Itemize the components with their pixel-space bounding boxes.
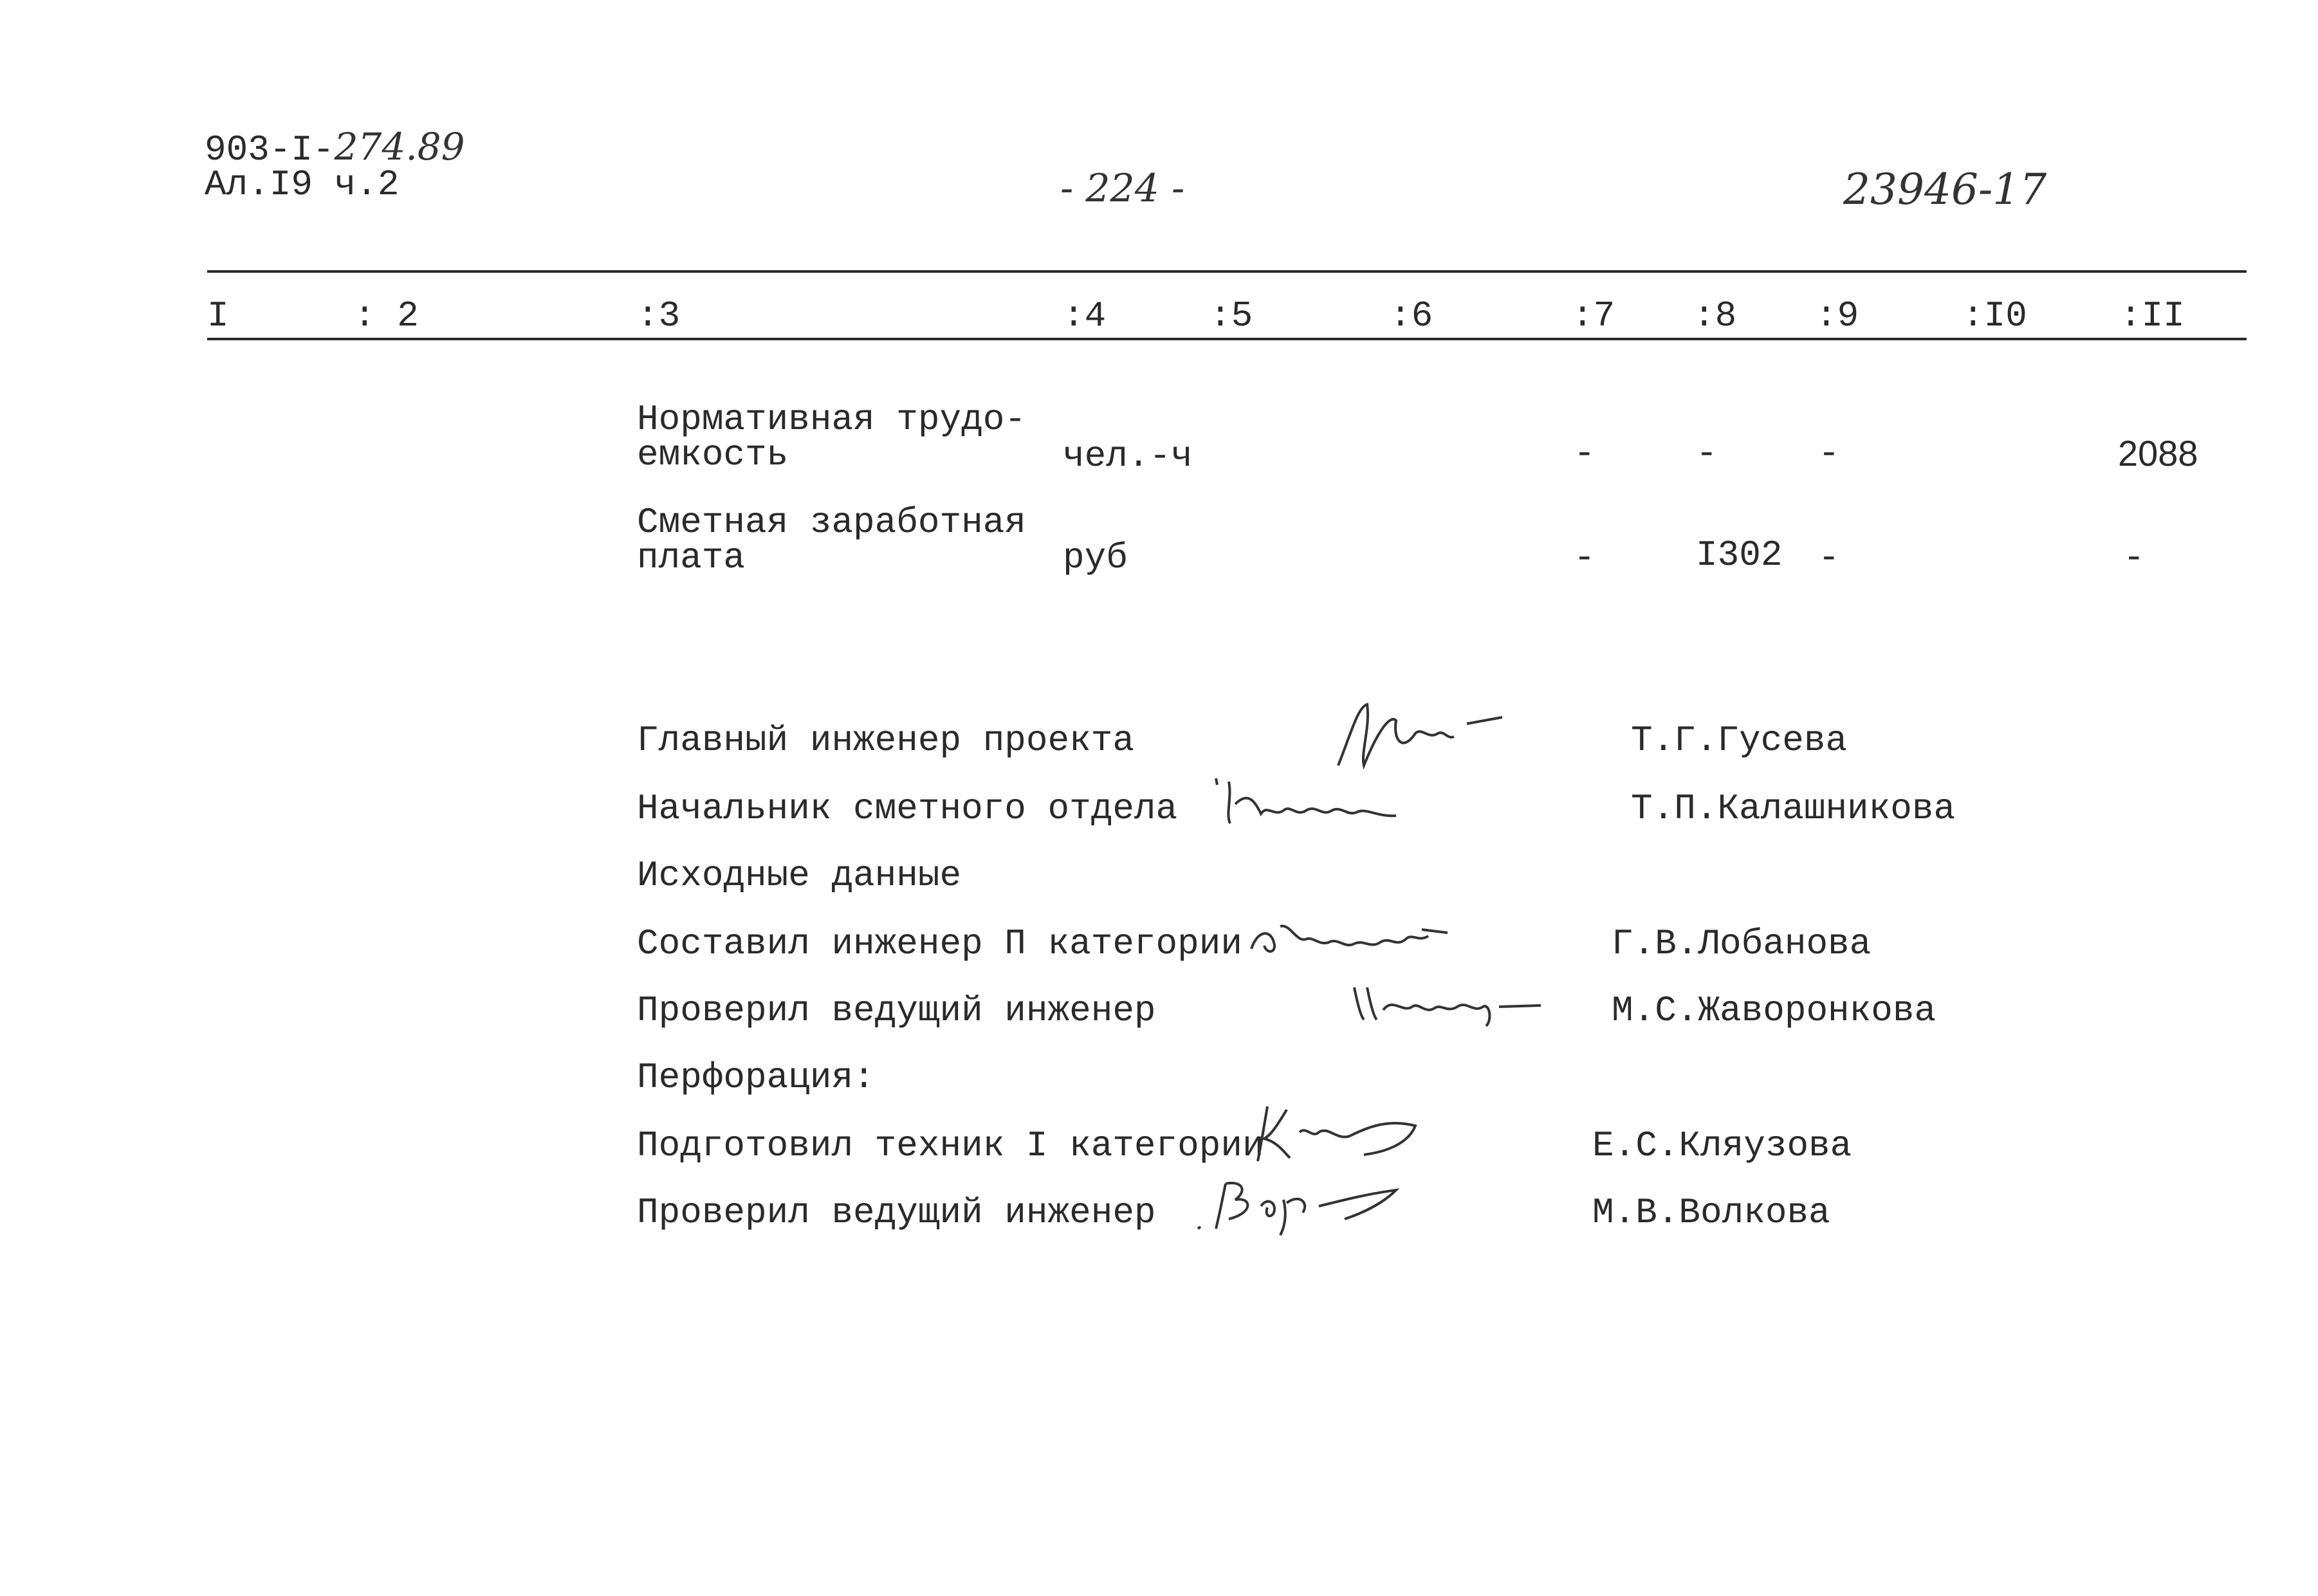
handwritten-signature [1248,1097,1441,1168]
signature-role: Подготовил техник I категории [637,1125,1264,1166]
signature-role: Проверил ведущий инженер [637,990,1156,1031]
row-col7: - [1574,537,1596,578]
row-name-line1: Нормативная трудо- [637,399,1026,440]
signature-name: Т.Г.Гусева [1631,720,1848,761]
row-col9: - [1818,433,1840,474]
row-name-line2: плата [637,537,746,578]
column-header-11: :II [2120,295,2185,336]
row-col11: 2088 [2118,433,2198,473]
document-code [205,127,465,169]
table-header-rule [207,338,2247,340]
handwritten-signature [1242,904,1473,968]
signature-name: Е.С.Кляузова [1592,1125,1852,1166]
column-header-5: :5 [1210,295,1253,336]
page-number: - 224 - [1060,166,1185,211]
row-col9: - [1818,537,1840,578]
column-header-6: :6 [1390,295,1433,336]
row-col8: I302 [1696,535,1783,576]
row-unit: чел.-ч [1063,436,1193,477]
handwritten-signature [1190,1168,1422,1238]
row-col8: - [1696,433,1718,474]
signature-role: Перфорация: [637,1057,875,1098]
signature-name: Т.П.Калашникова [1631,788,1956,829]
column-header-7: :7 [1572,295,1615,336]
column-header-9: :9 [1816,295,1859,336]
signature-role: Начальник сметного отдела [637,788,1178,829]
signature-name: М.С.Жаворонкова [1612,990,1936,1031]
signature-name: М.В.Волкова [1592,1192,1830,1233]
document-code-prefix: 903-I- [205,129,335,170]
signature-role: Исходные данные [637,855,962,896]
row-unit: руб [1063,537,1128,578]
column-header-4: :4 [1063,295,1107,336]
row-col11: - [2123,537,2145,578]
row-col7: - [1574,433,1596,474]
table-top-rule [207,270,2247,273]
column-header-10: :I0 [1962,295,2027,336]
document-number: 23946-17 [1843,165,2047,214]
column-header-1: I [207,295,229,336]
column-header-3: :3 [637,295,681,336]
column-header-2: : 2 [354,295,419,336]
row-name-line2: емкость [637,434,789,475]
signature-name: Г.В.Лобанова [1612,923,1872,964]
document-code-handwritten: 274.89 [334,125,465,169]
album-label: Ал.I9 ч.2 [205,164,400,205]
signature-role: Проверил ведущий инженер [637,1192,1156,1233]
signature-role: Главный инженер проекта [637,720,1134,761]
row-name-line1: Сметная заработная [637,502,1026,543]
column-header-8: :8 [1693,295,1737,336]
handwritten-signature [1203,766,1422,836]
handwritten-signature [1345,975,1557,1032]
signature-role: Составил инженер П категории [637,923,1242,964]
